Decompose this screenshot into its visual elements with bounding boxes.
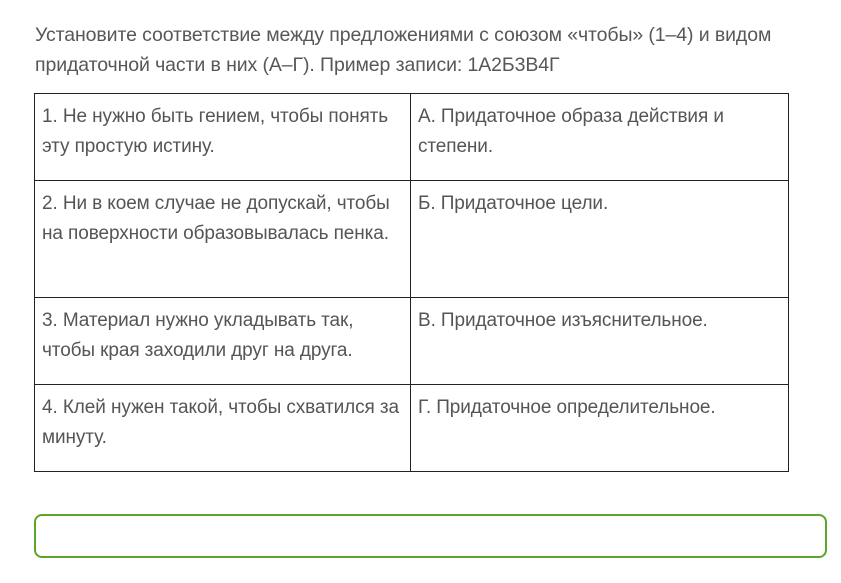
table-row: [35, 181, 789, 298]
sentence-cell-2: 2. Ни в коем случае не допускай, чтобы на поверхности образовывалась пенка.: [35, 181, 411, 298]
task-instruction-line-1: Установите соответствие между предложениями с союзом «чтобы» (1–4) и видом: [35, 24, 772, 46]
table-row: [35, 94, 789, 181]
clause-type-cell-g: Г. Придаточное определительное.: [411, 385, 789, 472]
clause-type-cell-b: Б. Придаточное цели.: [411, 181, 789, 298]
sentence-cell-3: 3. Материал нужно укладывать так, чтобы края заходили друг на друга.: [35, 298, 411, 385]
table-row: [35, 298, 789, 385]
answer-input[interactable]: [34, 514, 827, 558]
task-instruction-line-2: придаточной части в них (А–Г). Пример записи: 1А2Б3В4Г: [35, 54, 560, 76]
clause-type-cell-v: В. Придаточное изъяснительное.: [411, 298, 789, 385]
matching-table: [34, 93, 789, 472]
task-instruction: [35, 20, 815, 80]
clause-type-cell-a: А. Придаточное образа действия и степени.: [411, 94, 789, 181]
sentence-cell-4: 4. Клей нужен такой, чтобы схватился за минуту.: [35, 385, 411, 472]
table-row: [35, 385, 789, 472]
sentence-cell-1: 1. Не нужно быть гением, чтобы понять эту простую истину.: [35, 94, 411, 181]
